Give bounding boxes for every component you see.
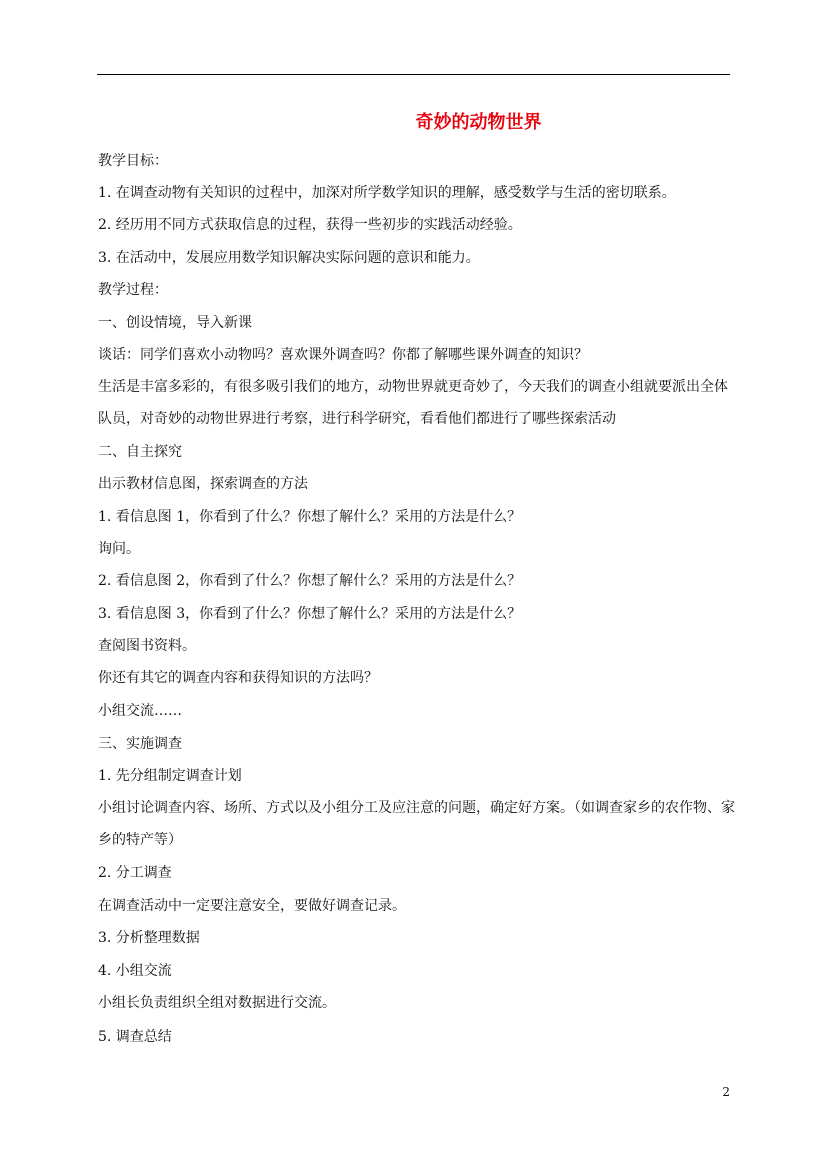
body-line: 在调查活动中一定要注意安全，要做好调查记录。 xyxy=(98,898,406,914)
body-line: 4. 小组交流 xyxy=(98,963,172,979)
body-paragraph: 小组讨论调查内容、场所、方式以及小组分工及应注意的问题，确定好方案。（如调查家乡的农作物、家乡的特产等） xyxy=(98,800,735,848)
body-line: 3. 看信息图 3，你看到了什么？你想了解什么？采用的方法是什么？ xyxy=(98,606,522,622)
body-line: 5. 调查总结 xyxy=(98,1029,172,1045)
body-line: 3. 分析整理数据 xyxy=(98,930,200,946)
body-line: 查阅图书资料。 xyxy=(98,638,196,654)
body-line: 你还有其它的调查内容和获得知识的方法吗？ xyxy=(98,670,378,686)
body-paragraph: 生活是丰富多彩的，有很多吸引我们的地方，动物世界就更奇妙了，今天我们的调查小组就要派出全体队员，对奇妙的动物世界进行考察，进行科学研究，看看他们都进行了哪些探索活动 xyxy=(98,379,728,427)
section-heading: 教学过程： xyxy=(98,282,168,298)
page-number: 2 xyxy=(722,1085,730,1099)
header-rule xyxy=(97,74,730,75)
body-line: 3. 在活动中，发展应用数学知识解决实际问题的意识和能力。 xyxy=(98,250,480,266)
body-line: 1. 先分组制定调查计划 xyxy=(98,768,242,784)
body-line: 2. 经历用不同方式获取信息的过程，获得一些初步的实践活动经验。 xyxy=(98,217,522,233)
body-line: 小组长负责组织全组对数据进行交流。 xyxy=(98,995,336,1011)
body-line: 谈话：同学们喜欢小动物吗？喜欢课外调查吗？你都了解哪些课外调查的知识？ xyxy=(98,347,588,363)
section-heading: 一、创设情境，导入新课 xyxy=(98,315,252,331)
body-line: 小组交流…… xyxy=(98,703,182,719)
body-line: 询问。 xyxy=(98,541,140,557)
section-heading: 教学目标： xyxy=(98,153,168,169)
body-line: 1. 在调查动物有关知识的过程中，加深对所学数学知识的理解，感受数学与生活的密切联系。 xyxy=(98,185,676,201)
body-line: 出示教材信息图，探索调查的方法 xyxy=(98,476,308,492)
body-line: 1. 看信息图 1，你看到了什么？你想了解什么？采用的方法是什么？ xyxy=(98,509,522,525)
section-heading: 二、自主探究 xyxy=(98,444,182,460)
body-line: 2. 分工调查 xyxy=(98,865,172,881)
document-title: 奇妙的动物世界 xyxy=(415,112,542,133)
section-heading: 三、实施调查 xyxy=(98,736,182,752)
body-line: 2. 看信息图 2，你看到了什么？你想了解什么？采用的方法是什么？ xyxy=(98,573,522,589)
